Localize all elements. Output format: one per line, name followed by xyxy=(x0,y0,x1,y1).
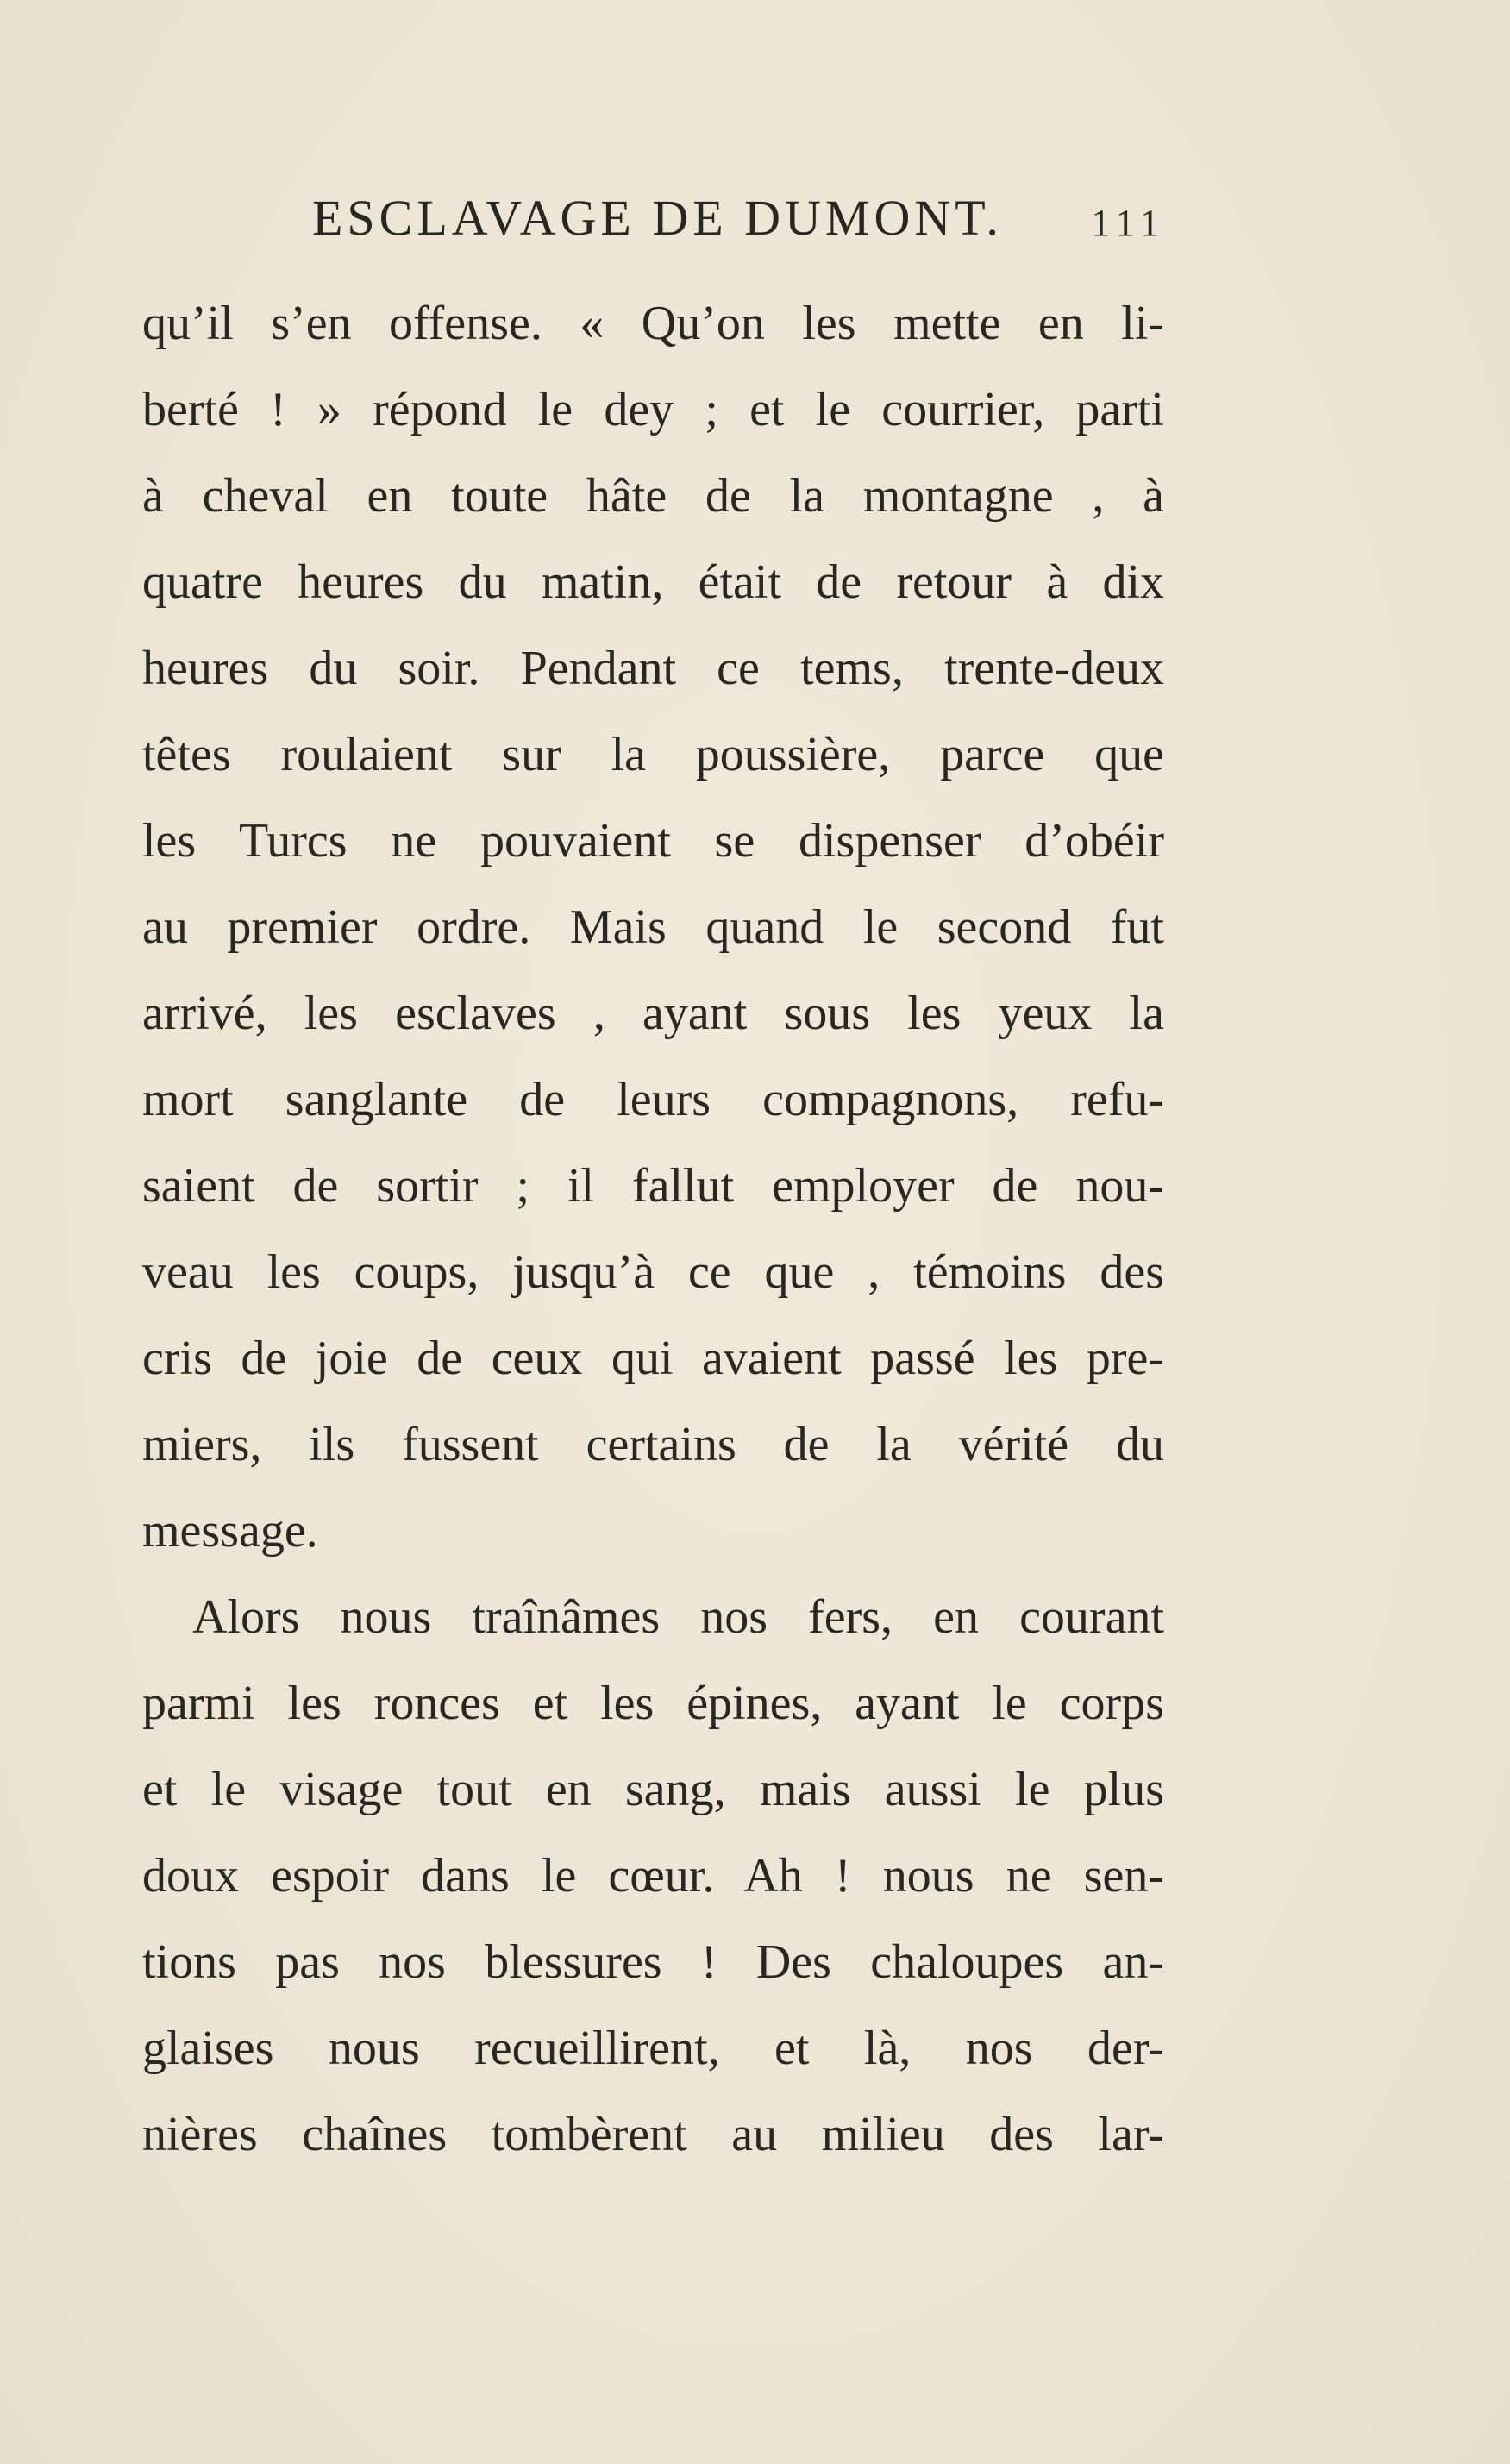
text-line: berté ! » répond le dey ; et le courrier, parti xyxy=(142,383,1164,436)
running-title: ESCLAVAGE DE DUMONT. xyxy=(312,190,1003,246)
text-line: cris de joie de ceux qui avaient passé les pre- xyxy=(142,1332,1164,1385)
text-line: veau les coups, jusqu’à ce que , témoins des xyxy=(142,1245,1164,1299)
text-line: qu’il s’en offense. « Qu’on les mette en li- xyxy=(142,297,1164,350)
text-line: les Turcs ne pouvaient se dispenser d’obéir xyxy=(142,814,1164,868)
page-number: 111 xyxy=(1091,202,1166,244)
text-line: tions pas nos blessures ! Des chaloupes an- xyxy=(142,1935,1164,1989)
text-line: heures du soir. Pendant ce tems, trente-deux xyxy=(142,642,1164,695)
text-line: doux espoir dans le cœur. Ah ! nous ne sen- xyxy=(142,1849,1164,1903)
text-line: saient de sortir ; il fallut employer de nou- xyxy=(142,1159,1164,1213)
text-line: au premier ordre. Mais quand le second fut xyxy=(142,900,1164,954)
paragraph-start-line: Alors nous traînâmes nos fers, en courant xyxy=(192,1590,1164,1644)
body-text xyxy=(142,280,1164,2178)
text-line: glaises nous recueillirent, et là, nos der- xyxy=(142,2022,1164,2075)
text-line: quatre heures du matin, était de retour à dix xyxy=(142,555,1164,609)
text-line: nières chaînes tombèrent au milieu des lar- xyxy=(142,2108,1164,2161)
text-line: têtes roulaient sur la poussière, parce que xyxy=(142,728,1164,781)
paragraph-end-line: message. xyxy=(142,1504,318,1558)
text-line: mort sanglante de leurs compagnons, refu- xyxy=(142,1073,1164,1126)
page-header xyxy=(312,188,1166,248)
text-line: arrivé, les esclaves , ayant sous les yeux la xyxy=(142,987,1164,1040)
text-line: parmi les ronces et les épines, ayant le corps xyxy=(142,1677,1164,1730)
text-line: et le visage tout en sang, mais aussi le plus xyxy=(142,1763,1164,1816)
text-line: à cheval en toute hâte de la montagne , à xyxy=(142,469,1164,523)
text-line: miers, ils fussent certains de la vérité du xyxy=(142,1418,1164,1471)
